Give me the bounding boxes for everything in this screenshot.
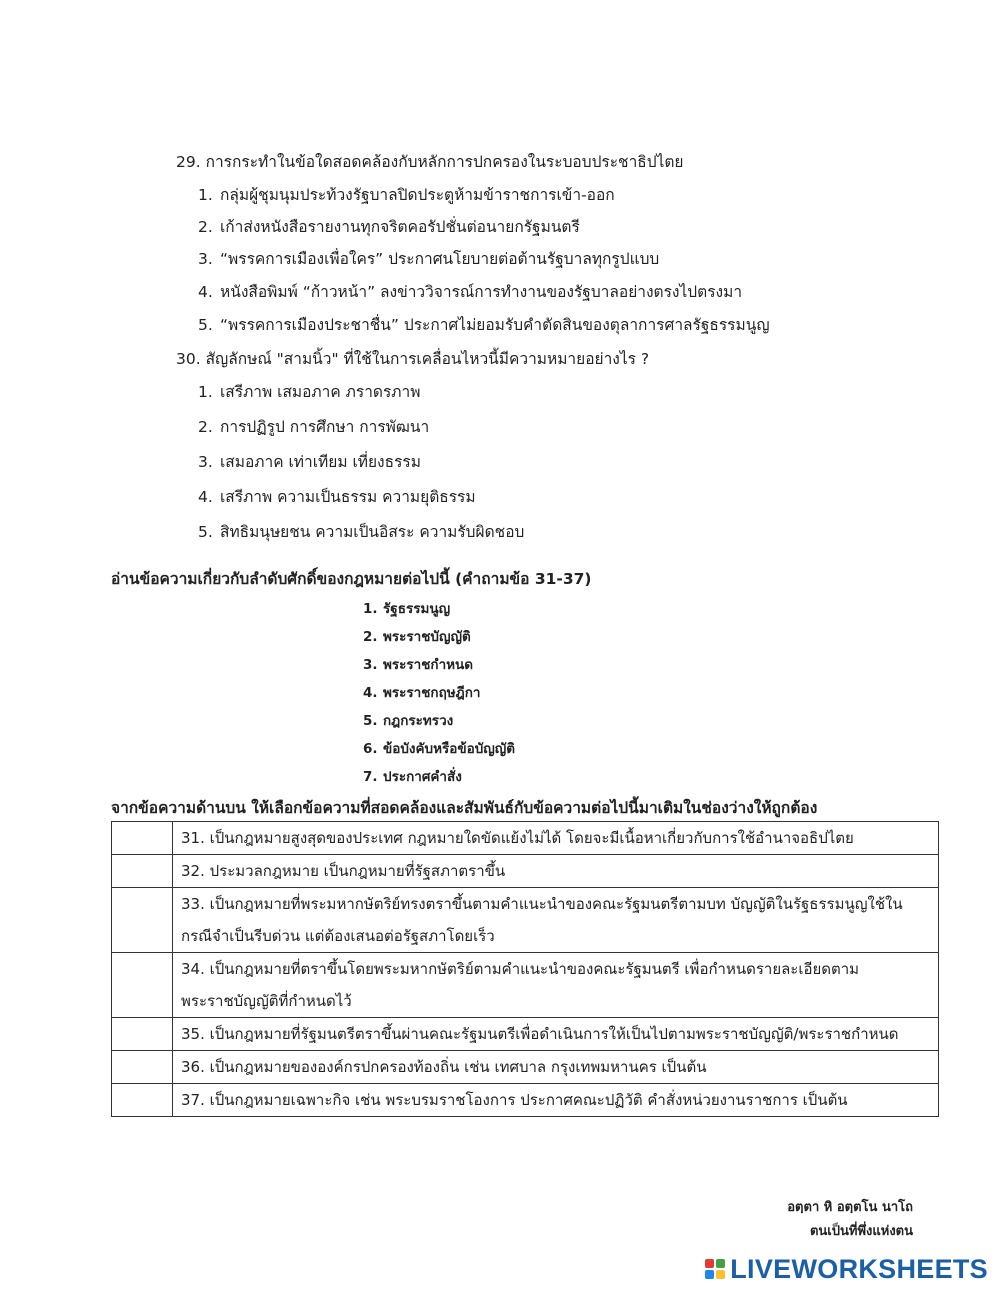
section-heading: อ่านข้อความเกี่ยวกับลำดับศักดิ์ของกฎหมายต่อไปนี้ (คำถามข้อ 31-37) bbox=[111, 570, 592, 588]
law-item: 3. พระราชกำหนด bbox=[363, 657, 474, 673]
law-item: 7. ประกาศคำสั่ง bbox=[363, 769, 462, 785]
answer-blank-37[interactable] bbox=[112, 1084, 173, 1117]
question-30: 30. สัญลักษณ์ "สามนิ้ว" ที่ใช้ในการเคลื่อนไหวนี้มีความหมายอย่างไร ? bbox=[176, 350, 650, 368]
statement-31: 31. เป็นกฎหมายสูงสุดของประเทศ กฎหมายใดขัดแย้งไม่ได้ โดยจะมีเนื้อหาเกี่ยวกับการใช้อำนาจอธิปไตย bbox=[173, 822, 939, 855]
liveworksheets-logo[interactable] bbox=[705, 1252, 988, 1286]
law-item: 4. พระราชกฤษฎีกา bbox=[363, 685, 481, 701]
q30-option-3[interactable]: 3. เสมอภาค เท่าเทียม เที่ยงธรรม bbox=[198, 453, 421, 471]
table-row bbox=[112, 1051, 939, 1084]
table-row bbox=[112, 822, 939, 855]
table-row bbox=[112, 1018, 939, 1051]
statement-37: 37. เป็นกฎหมายเฉพาะกิจ เช่น พระบรมราชโองการ ประกาศคณะปฏิวัติ คำสั่งหน่วยงานราชการ เป็นต้น bbox=[173, 1084, 939, 1117]
logo-square-red bbox=[705, 1259, 714, 1268]
liveworksheets-icon bbox=[705, 1259, 725, 1279]
answer-blank-33[interactable] bbox=[112, 888, 173, 953]
q29-option-1[interactable]: 1. กลุ่มผู้ชุมนุมประท้วงรัฐบาลปิดประตูห้ามข้าราชการเข้า-ออก bbox=[198, 186, 615, 204]
logo-square-blue bbox=[705, 1270, 714, 1279]
motto-thai: ตนเป็นที่พึ่งแห่งตน bbox=[809, 1224, 913, 1239]
q30-option-5[interactable]: 5. สิทธิมนุษยชน ความเป็นอิสระ ความรับผิดชอบ bbox=[198, 523, 525, 541]
statement-36: 36. เป็นกฎหมายขององค์กรปกครองท้องถิ่น เช่น เทศบาล กรุงเทพมหานคร เป็นต้น bbox=[173, 1051, 939, 1084]
instruction-text: จากข้อความด้านบน ให้เลือกข้อความที่สอดคล้องและสัมพันธ์กับข้อความต่อไปนี้มาเติมในช่องว่างให้ถูกต้อง bbox=[111, 799, 818, 817]
q29-option-4[interactable]: 4. หนังสือพิมพ์ “ก้าวหน้า” ลงข่าววิจารณ์การทำงานของรัฐบาลอย่างตรงไปตรงมา bbox=[198, 283, 743, 301]
answer-blank-36[interactable] bbox=[112, 1051, 173, 1084]
statement-32: 32. ประมวลกฎหมาย เป็นกฎหมายที่รัฐสภาตราขึ้น bbox=[173, 855, 939, 888]
q30-option-1[interactable]: 1. เสรีภาพ เสมอภาค ภราดรภาพ bbox=[198, 383, 421, 401]
q29-option-5[interactable]: 5. “พรรคการเมืองประชาชื่น” ประกาศไม่ยอมรับคำตัดสินของตุลาการศาลรัฐธรรมนูญ bbox=[198, 316, 770, 334]
q29-option-3[interactable]: 3. “พรรคการเมืองเพื่อใคร” ประกาศนโยบายต่อต้านรัฐบาลทุกรูปแบบ bbox=[198, 250, 660, 268]
table-row bbox=[112, 1084, 939, 1117]
q30-option-4[interactable]: 4. เสรีภาพ ความเป็นธรรม ความยุติธรรม bbox=[198, 488, 476, 506]
table-row bbox=[112, 888, 939, 953]
statement-33: 33. เป็นกฎหมายที่พระมหากษัตริย์ทรงตราขึ้นตามคำแนะนำของคณะรัฐมนตรีตามบท บัญญัติในรัฐธรรมนูญใช้ใน กรณีจำเป็นรีบด่วน แต่ต้องเสนอต่อรัฐสภาโดยเร็ว bbox=[173, 888, 939, 953]
law-item: 2. พระราชบัญญัติ bbox=[363, 629, 471, 645]
answer-blank-34[interactable] bbox=[112, 953, 173, 1018]
table-row bbox=[112, 953, 939, 1018]
answer-blank-31[interactable] bbox=[112, 822, 173, 855]
motto-pali: อตฺตา หิ อตฺตโน นาโถ bbox=[787, 1200, 913, 1215]
statement-35: 35. เป็นกฎหมายที่รัฐมนตรีตราขึ้นผ่านคณะรัฐมนตรีเพื่อดำเนินการให้เป็นไปตามพระราชบัญญัติ/พระราชกำหนด bbox=[173, 1018, 939, 1051]
q29-option-2[interactable]: 2. เก้าส่งหนังสือรายงานทุกจริตคอรัปชั่นต่อนายกรัฐมนตรี bbox=[198, 218, 580, 236]
question-29: 29. การกระทำในข้อใดสอดคล้องกับหลักการปกครองในระบอบประชาธิปไตย bbox=[176, 153, 684, 171]
table-row bbox=[112, 855, 939, 888]
answer-table bbox=[111, 821, 939, 1117]
logo-square-green bbox=[716, 1259, 725, 1268]
logo-square-yellow bbox=[716, 1270, 725, 1279]
statement-34: 34. เป็นกฎหมายที่ตราขึ้นโดยพระมหากษัตริย์ตามคำแนะนำของคณะรัฐมนตรี เพื่อกำหนดรายละเอียดตาม พระราชบัญญัติที่กำหนดไว้ bbox=[173, 953, 939, 1018]
law-item: 6. ข้อบังคับหรือข้อบัญญัติ bbox=[363, 741, 516, 757]
q30-option-2[interactable]: 2. การปฏิรูป การศึกษา การพัฒนา bbox=[198, 418, 430, 436]
law-item: 5. กฎกระทรวง bbox=[363, 713, 454, 729]
answer-blank-32[interactable] bbox=[112, 855, 173, 888]
answer-blank-35[interactable] bbox=[112, 1018, 173, 1051]
law-item: 1. รัฐธรรมนูญ bbox=[363, 601, 451, 617]
brand-name: LIVEWORKSHEETS bbox=[730, 1253, 988, 1284]
